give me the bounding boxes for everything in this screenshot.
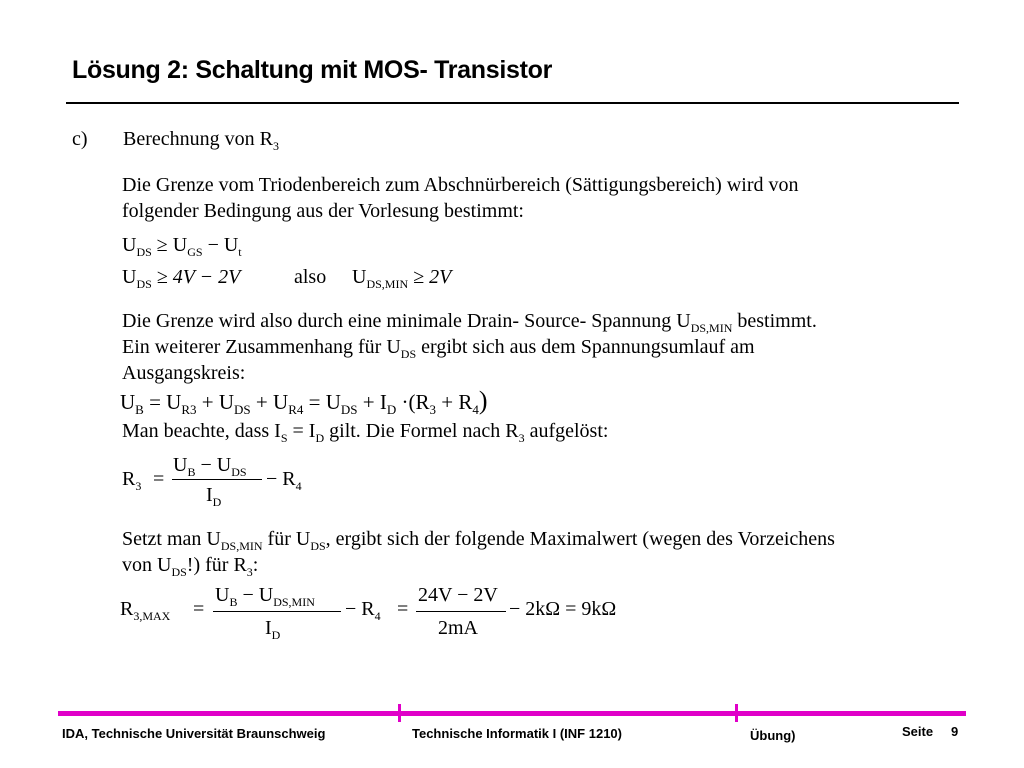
- rmax-result: − 2kΩ = 9kΩ: [509, 598, 617, 620]
- para2-line3: Ausgangskreis:: [122, 362, 246, 384]
- rmax-denominator: $I_D$: [265, 617, 281, 642]
- footer-institution: IDA, Technische Universität Braunschweig: [62, 726, 326, 741]
- rmax-numerator-2: 24V − 2V: [418, 584, 498, 606]
- para2-line2: Ein weiterer Zusammenhang für $U_{DS}$ ergibt sich aus dem Spannungsumlauf am: [122, 336, 755, 361]
- condition-2-also: also: [294, 266, 327, 288]
- title-underline: [66, 102, 959, 104]
- page-title: Lösung 2: Schaltung mit MOS- Transistor: [72, 56, 552, 84]
- r3-numerator: $U_B - U_{DS}$: [173, 454, 247, 479]
- para1-line1: Die Grenze vom Triodenbereich zum Abschnürbereich (Sättigungsbereich) wird von: [122, 174, 799, 196]
- r3-lhs: $R_3$: [122, 468, 142, 493]
- footer-divider-1: [398, 704, 401, 722]
- footer-exercise: Übung): [750, 728, 796, 743]
- section-heading: Berechnung von $R_3$: [123, 128, 279, 153]
- rmax-fraction-bar-2: [416, 611, 506, 612]
- footer-course: Technische Informatik I (INF 1210): [412, 726, 622, 741]
- section-label: c): [72, 128, 88, 150]
- para3-line2: von $U_{DS}$!) für $R_3$:: [122, 554, 259, 579]
- r3-tail: − $R_4$: [266, 468, 302, 493]
- rmax-fraction-bar: [213, 611, 341, 612]
- rmax-numerator: $U_B - U_{DS,MIN}$: [215, 584, 315, 609]
- r3-fraction-bar: [172, 479, 262, 480]
- rmax-equals-2: =: [397, 598, 409, 620]
- rmax-equals: =: [193, 598, 205, 620]
- loop-equation: $U_B = U_{R3} + U_{DS} + U_{R4} = U_{DS} + I_D \cdot(R_3 + R_4)$: [120, 386, 488, 417]
- footer-rule: [58, 711, 966, 716]
- footer-divider-2: [735, 704, 738, 722]
- rmax-r4-term: − $R_4$: [345, 598, 381, 623]
- footer-page-number: 9: [951, 724, 959, 739]
- condition-2: $U_{DS} \ge 4V - 2V$: [122, 266, 241, 291]
- footer-page-label: Seite: [902, 724, 934, 739]
- rmax-denominator-2: 2mA: [438, 617, 478, 639]
- rmax-lhs: $R_{3,MAX}$: [120, 598, 171, 623]
- note-line: Man beachte, dass $I_S = I_D$ gilt. Die Formel nach $R_3$ aufgelöst:: [122, 420, 609, 445]
- condition-1: $U_{DS} \ge U_{GS} - U_t$: [122, 234, 242, 259]
- para1-line2: folgender Bedingung aus der Vorlesung bestimmt:: [122, 200, 524, 222]
- condition-2-rhs: $U_{DS,MIN} \ge 2V$: [352, 266, 452, 291]
- para2-line1: Die Grenze wird also durch eine minimale Drain- Source- Spannung $U_{DS,MIN}$ bestimmt.: [122, 310, 817, 335]
- para3-line1: Setzt man $U_{DS,MIN}$ für $U_{DS}$, ergibt sich der folgende Maximalwert (wegen des Vorzeichens: [122, 528, 835, 553]
- r3-denominator: $I_D$: [206, 484, 222, 509]
- r3-equals: =: [153, 468, 165, 490]
